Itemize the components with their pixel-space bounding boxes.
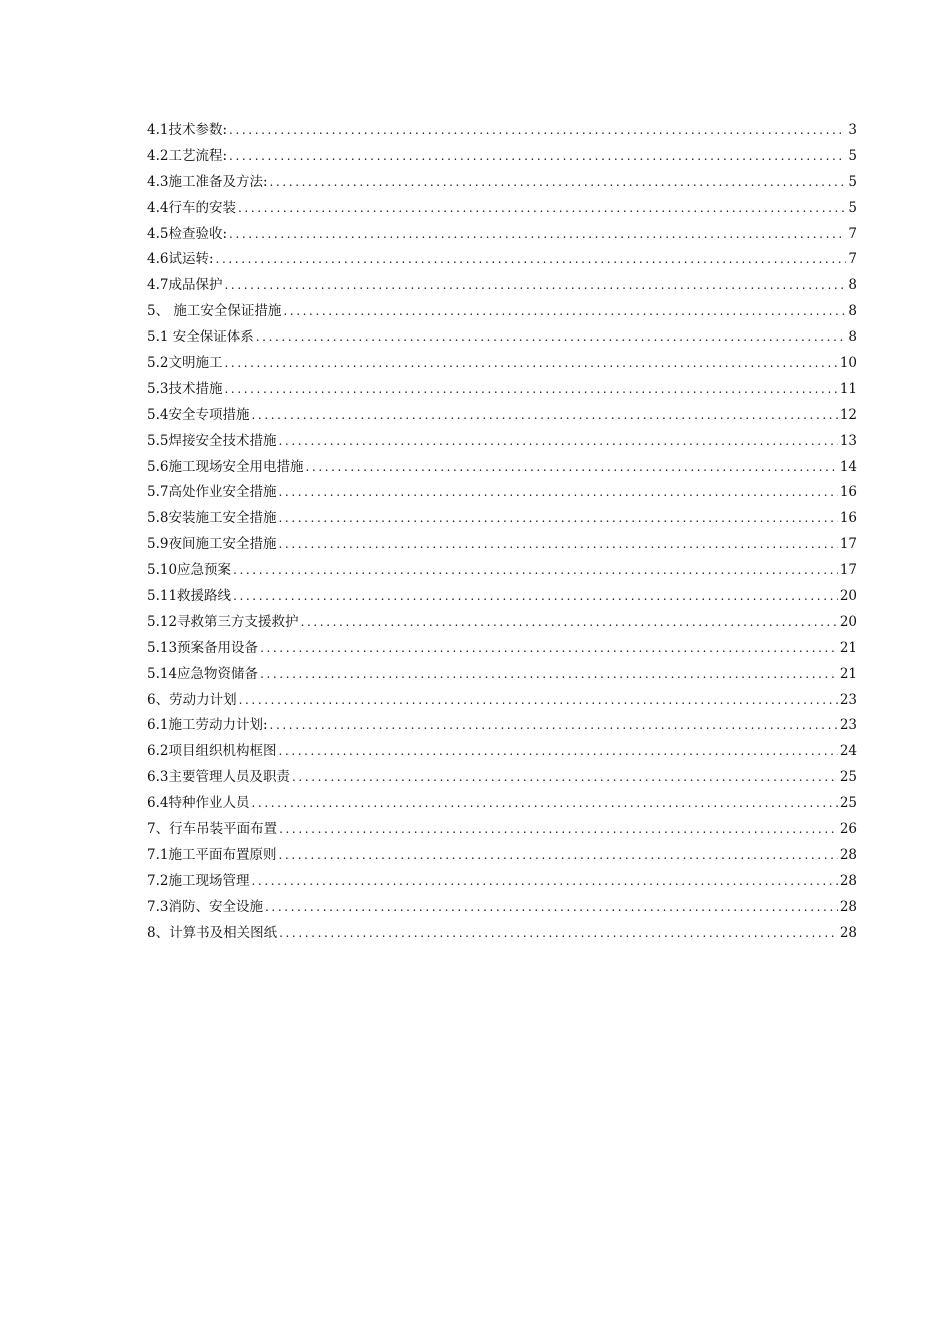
toc-entry-page-number: 28 <box>839 846 857 863</box>
toc-entry-page-number: 7 <box>848 225 857 242</box>
toc-entry[interactable] <box>147 895 857 921</box>
toc-entry-page-number: 8 <box>848 277 857 294</box>
toc-dot-leader <box>251 403 837 429</box>
toc-entry-title: 7.3消防、安全设施 <box>147 898 263 915</box>
toc-entry-page-number: 13 <box>839 432 857 449</box>
toc-entry-title: 5.11救援路线 <box>147 588 232 605</box>
toc-entry-page-number: 20 <box>839 588 857 605</box>
toc-entry[interactable] <box>147 713 857 739</box>
toc-entry-page-number: 21 <box>839 665 857 682</box>
toc-entry-page-number: 14 <box>839 458 857 475</box>
toc-entry-page-number: 28 <box>839 924 857 941</box>
toc-entry-title: 4.6试运转: <box>147 251 214 268</box>
toc-entry[interactable] <box>147 739 857 765</box>
toc-entry[interactable] <box>147 636 857 662</box>
toc-entry-title: 5.12寻救第三方支援救护 <box>147 613 299 630</box>
toc-entry-title: 4.7成品保护 <box>147 277 223 294</box>
toc-entry-page-number: 25 <box>839 795 857 812</box>
toc-entry-page-number: 5 <box>848 173 857 190</box>
toc-entry-title: 6.3主要管理人员及职责 <box>147 769 290 786</box>
toc-dot-leader <box>270 713 838 739</box>
toc-entry[interactable] <box>147 429 857 455</box>
toc-entry-page-number: 21 <box>839 639 857 656</box>
toc-entry-page-number: 10 <box>839 355 857 372</box>
toc-entry[interactable] <box>147 144 857 170</box>
toc-entry[interactable] <box>147 118 857 144</box>
toc-entry-page-number: 8 <box>848 303 857 320</box>
toc-dot-leader <box>233 584 838 610</box>
toc-entry[interactable] <box>147 325 857 351</box>
toc-dot-leader <box>260 662 838 688</box>
toc-entry-title: 5.14应急物资储备 <box>147 665 259 682</box>
toc-entry[interactable] <box>147 506 857 532</box>
toc-entry[interactable] <box>147 377 857 403</box>
toc-entry-title: 4.1技术参数: <box>147 122 228 138</box>
toc-entry-page-number: 23 <box>839 717 857 734</box>
toc-dot-leader <box>239 688 838 714</box>
toc-entry[interactable] <box>147 299 857 325</box>
toc-entry-page-number: 26 <box>839 821 857 838</box>
toc-dot-leader <box>278 429 837 455</box>
toc-dot-leader <box>301 610 838 636</box>
toc-dot-leader <box>279 921 838 947</box>
toc-dot-leader <box>224 273 846 299</box>
toc-entry[interactable] <box>147 791 857 817</box>
toc-entry-page-number: 7 <box>848 251 857 268</box>
toc-entry[interactable] <box>147 869 857 895</box>
toc-entry[interactable] <box>147 170 857 196</box>
toc-dot-leader <box>283 299 846 325</box>
toc-entry-title: 4.2工艺流程: <box>147 147 228 164</box>
toc-dot-leader <box>278 739 837 765</box>
toc-entry-title: 5.7高处作业安全措施 <box>147 484 277 501</box>
toc-entry-title: 5.9夜间施工安全措施 <box>147 536 277 553</box>
toc-entry-page-number: 23 <box>839 691 857 708</box>
toc-entry-page-number: 5 <box>848 199 857 216</box>
toc-entry[interactable] <box>147 403 857 429</box>
toc-entry[interactable] <box>147 247 857 273</box>
toc-dot-leader <box>238 196 846 222</box>
toc-dot-leader <box>229 144 846 170</box>
toc-dot-leader <box>278 506 837 532</box>
toc-entry[interactable] <box>147 765 857 791</box>
toc-entry[interactable] <box>147 688 857 714</box>
toc-dot-leader <box>305 455 837 481</box>
toc-entry-title: 5.10应急预案 <box>147 562 232 579</box>
toc-entry-page-number: 17 <box>839 562 857 579</box>
toc-entry-title: 4.4行车的安装 <box>147 199 236 216</box>
toc-entry[interactable] <box>147 222 857 248</box>
toc-entry[interactable] <box>147 532 857 558</box>
toc-entry-title: 5.6施工现场安全用电措施 <box>147 458 304 475</box>
toc-entry-page-number: 24 <box>839 743 857 760</box>
toc-dot-leader <box>278 480 837 506</box>
toc-dot-leader <box>278 843 837 869</box>
toc-entry-title: 5.8安装施工安全措施 <box>147 510 277 527</box>
toc-entry-page-number: 11 <box>839 380 857 397</box>
toc-entry[interactable] <box>147 558 857 584</box>
toc-entry[interactable] <box>147 455 857 481</box>
toc-entry-title: 4.3施工准备及方法: <box>147 173 268 190</box>
toc-entry-page-number: 5 <box>848 147 857 164</box>
toc-entry-title: 6.1施工劳动力计划: <box>147 717 268 734</box>
toc-entry-title: 8、计算书及相关图纸 <box>147 924 278 941</box>
toc-entry-title: 7.2施工现场管理 <box>147 872 250 889</box>
toc-entry-title: 5、 施工安全保证措施 <box>147 303 282 320</box>
toc-entry-page-number: 25 <box>839 769 857 786</box>
toc-dot-leader <box>251 791 837 817</box>
toc-entry[interactable] <box>147 351 857 377</box>
toc-dot-leader <box>224 351 837 377</box>
toc-entry[interactable] <box>147 921 857 947</box>
toc-dot-leader <box>278 532 837 558</box>
toc-entry[interactable] <box>147 817 857 843</box>
toc-entry-title: 6、劳动力计划 <box>147 691 237 708</box>
toc-dot-leader <box>265 895 838 921</box>
toc-entry[interactable] <box>147 662 857 688</box>
toc-entry-page-number: 16 <box>839 510 857 527</box>
toc-entry-title: 7.1施工平面布置原则 <box>147 846 277 863</box>
toc-entry-page-number: 16 <box>839 484 857 501</box>
toc-entry-page-number: 28 <box>839 872 857 889</box>
toc-dot-leader <box>270 170 847 196</box>
toc-entry-title: 5.4安全专项措施 <box>147 406 250 423</box>
toc-entry-title: 5.3技术措施 <box>147 380 223 397</box>
toc-entry-page-number: 8 <box>848 329 857 346</box>
toc-entry-page-number: 20 <box>839 613 857 630</box>
toc-dot-leader <box>260 636 838 662</box>
toc-dot-leader <box>279 817 838 843</box>
toc-dot-leader <box>251 869 837 895</box>
toc-dot-leader <box>292 765 838 791</box>
toc-entry-page-number: 3 <box>848 122 857 138</box>
toc-entry-page-number: 17 <box>839 536 857 553</box>
toc-dot-leader <box>224 377 837 403</box>
toc-entry[interactable] <box>147 273 857 299</box>
toc-entry[interactable] <box>147 480 857 506</box>
toc-entry-title: 5.1 安全保证体系 <box>147 329 254 346</box>
table-of-contents <box>147 118 857 947</box>
toc-entry-title: 6.2项目组织机构框图 <box>147 743 277 760</box>
toc-entry[interactable] <box>147 610 857 636</box>
toc-entry-title: 7、行车吊装平面布置 <box>147 821 278 838</box>
toc-entry-title: 6.4特种作业人员 <box>147 795 250 812</box>
toc-entry-title: 5.5焊接安全技术措施 <box>147 432 277 449</box>
toc-entry-title: 4.5检查验收: <box>147 225 228 242</box>
toc-entry-page-number: 28 <box>839 898 857 915</box>
toc-dot-leader <box>233 558 838 584</box>
toc-entry-page-number: 12 <box>839 406 857 423</box>
toc-entry-title: 5.2文明施工 <box>147 355 223 372</box>
toc-dot-leader <box>229 118 846 144</box>
toc-dot-leader <box>229 222 846 248</box>
toc-entry[interactable] <box>147 196 857 222</box>
toc-entry[interactable] <box>147 584 857 610</box>
toc-entry-title: 5.13预案备用设备 <box>147 639 259 656</box>
toc-dot-leader <box>256 325 847 351</box>
toc-entry[interactable] <box>147 843 857 869</box>
toc-dot-leader <box>216 247 847 273</box>
